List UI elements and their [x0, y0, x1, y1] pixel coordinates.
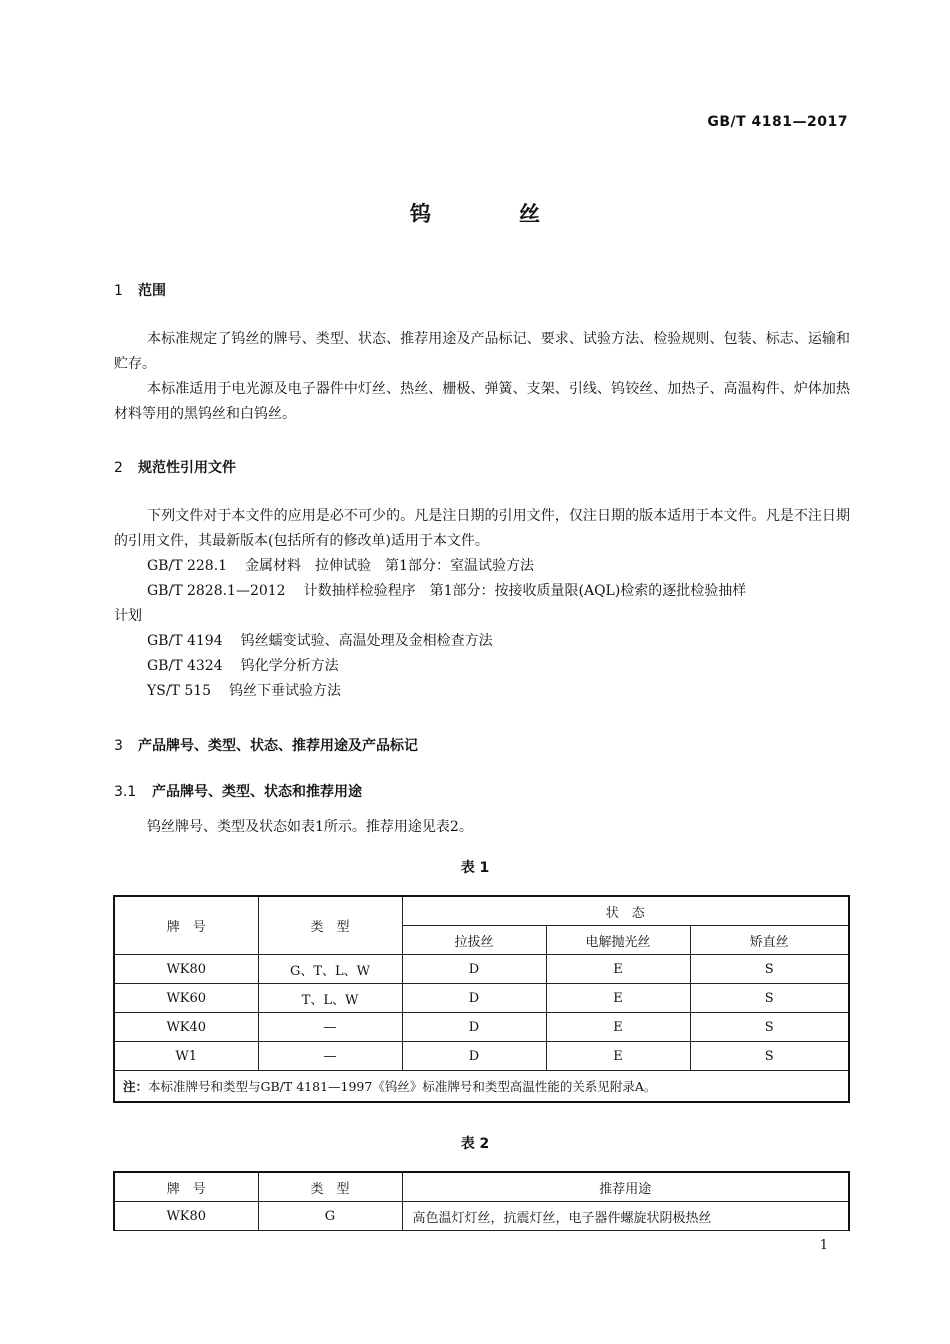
- cell-drawn: D: [402, 984, 546, 1013]
- paragraph-text: 本标准适用于电光源及电子器件中灯丝、热丝、栅极、弹簧、支架、引线、钨铰丝、加热子、高温构件、炉体加热材料等用的黑钨丝和白钨丝。: [114, 381, 850, 422]
- table-row: [114, 1042, 849, 1071]
- cell-straightened: S: [690, 1013, 849, 1042]
- note-text: 本标准牌号和类型与GB/T 4181—1997《钨丝》标准牌号和类型高温性能的关系见附录A。: [148, 1079, 657, 1094]
- section-2-paragraph-1: [114, 504, 850, 554]
- reference-title: 钨化学分析方法: [240, 658, 339, 674]
- section-2-heading: [114, 457, 236, 477]
- section-3-1-heading: [114, 781, 362, 801]
- cell-type: —: [258, 1013, 402, 1042]
- document-title: [0, 198, 950, 228]
- cell-electropolished: E: [546, 984, 690, 1013]
- table-row: [114, 1202, 849, 1231]
- header-drawn: 拉拔丝: [402, 926, 546, 955]
- cell-type: G: [258, 1202, 402, 1231]
- section-1-paragraph-2: [114, 377, 850, 427]
- section-number: 2: [114, 460, 123, 476]
- reference-code: YS/T 515: [147, 683, 212, 699]
- cell-type: T、L、W: [258, 984, 402, 1013]
- section-1-paragraph-1: [114, 327, 850, 377]
- cell-grade: WK80: [114, 955, 258, 984]
- header-type: 类 型: [258, 1172, 402, 1202]
- table-row: [114, 955, 849, 984]
- cell-recommended-use: 高色温灯灯丝，抗震灯丝，电子器件螺旋状阴极热丝: [402, 1202, 849, 1231]
- reference-item-continuation: [114, 604, 142, 629]
- section-number: 3: [114, 738, 123, 754]
- header-grade: 牌 号: [114, 896, 258, 955]
- cell-type: G、T、L、W: [258, 955, 402, 984]
- table-row: [114, 984, 849, 1013]
- reference-item: [147, 579, 746, 604]
- reference-item: [147, 679, 341, 704]
- reference-title: 计划: [114, 608, 142, 624]
- reference-code: GB/T 4194: [147, 633, 223, 649]
- reference-code: GB/T 2828.1—2012: [147, 583, 286, 599]
- note-label: 注：: [123, 1079, 149, 1094]
- reference-code: GB/T 228.1: [147, 558, 228, 574]
- reference-item: [147, 654, 339, 679]
- reference-item: [147, 629, 493, 654]
- section-3-heading: [114, 735, 418, 755]
- section-title: 规范性引用文件: [138, 460, 236, 476]
- cell-grade: W1: [114, 1042, 258, 1071]
- cell-electropolished: E: [546, 955, 690, 984]
- header-grade: 牌 号: [114, 1172, 258, 1202]
- cell-drawn: D: [402, 1042, 546, 1071]
- section-title: 产品牌号、类型、状态和推荐用途: [152, 784, 362, 800]
- section-title: 范围: [138, 283, 166, 299]
- reference-title: 计数抽样检验程序 第1部分：按接收质量限(AQL)检索的逐批检验抽样: [303, 583, 747, 599]
- standard-number: GB/T 4181—2017: [707, 114, 848, 130]
- title-char-2: 丝: [519, 202, 540, 226]
- table-row: [114, 1013, 849, 1042]
- cell-grade: WK40: [114, 1013, 258, 1042]
- reference-code: GB/T 4324: [147, 658, 223, 674]
- cell-grade: WK80: [114, 1202, 258, 1231]
- page-number: 1: [819, 1238, 828, 1253]
- reference-item: [147, 554, 534, 579]
- header-electropolished: 电解抛光丝: [546, 926, 690, 955]
- cell-straightened: S: [690, 955, 849, 984]
- cell-straightened: S: [690, 984, 849, 1013]
- table-1-note: [114, 1071, 849, 1103]
- title-char-1: 钨: [410, 202, 431, 226]
- header-straightened: 矫直丝: [690, 926, 849, 955]
- header-type: 类 型: [258, 896, 402, 955]
- reference-title: 钨丝蠕变试验、高温处理及金相检查方法: [240, 633, 493, 649]
- table-1: [113, 895, 850, 1103]
- cell-straightened: S: [690, 1042, 849, 1071]
- table-2-caption: 表 2: [460, 1136, 490, 1152]
- paragraph-text: 下列文件对于本文件的应用是必不可少的。凡是注日期的引用文件，仅注日期的版本适用于本文件。凡是不注日期的引用文件，其最新版本(包括所有的修改单)适用于本文件。: [114, 508, 850, 549]
- paragraph-text: 钨丝牌号、类型及状态如表1所示。推荐用途见表2。: [147, 819, 473, 835]
- cell-electropolished: E: [546, 1013, 690, 1042]
- table-1-caption: 表 1: [460, 860, 490, 876]
- section-number: 1: [114, 283, 123, 299]
- section-3-1-paragraph: [114, 815, 850, 840]
- table-2: [113, 1171, 850, 1231]
- cell-drawn: D: [402, 955, 546, 984]
- paragraph-text: 本标准规定了钨丝的牌号、类型、状态、推荐用途及产品标记、要求、试验方法、检验规则、包装、标志、运输和贮存。: [114, 331, 850, 372]
- cell-drawn: D: [402, 1013, 546, 1042]
- cell-type: —: [258, 1042, 402, 1071]
- section-title: 产品牌号、类型、状态、推荐用途及产品标记: [138, 738, 418, 754]
- cell-electropolished: E: [546, 1042, 690, 1071]
- reference-title: 钨丝下垂试验方法: [229, 683, 342, 699]
- header-state: 状 态: [402, 896, 849, 926]
- reference-title: 金属材料 拉伸试验 第1部分：室温试验方法: [245, 558, 534, 574]
- section-1-heading: [114, 280, 166, 300]
- cell-grade: WK60: [114, 984, 258, 1013]
- section-number: 3.1: [114, 784, 137, 800]
- header-recommended-use: 推荐用途: [402, 1172, 849, 1202]
